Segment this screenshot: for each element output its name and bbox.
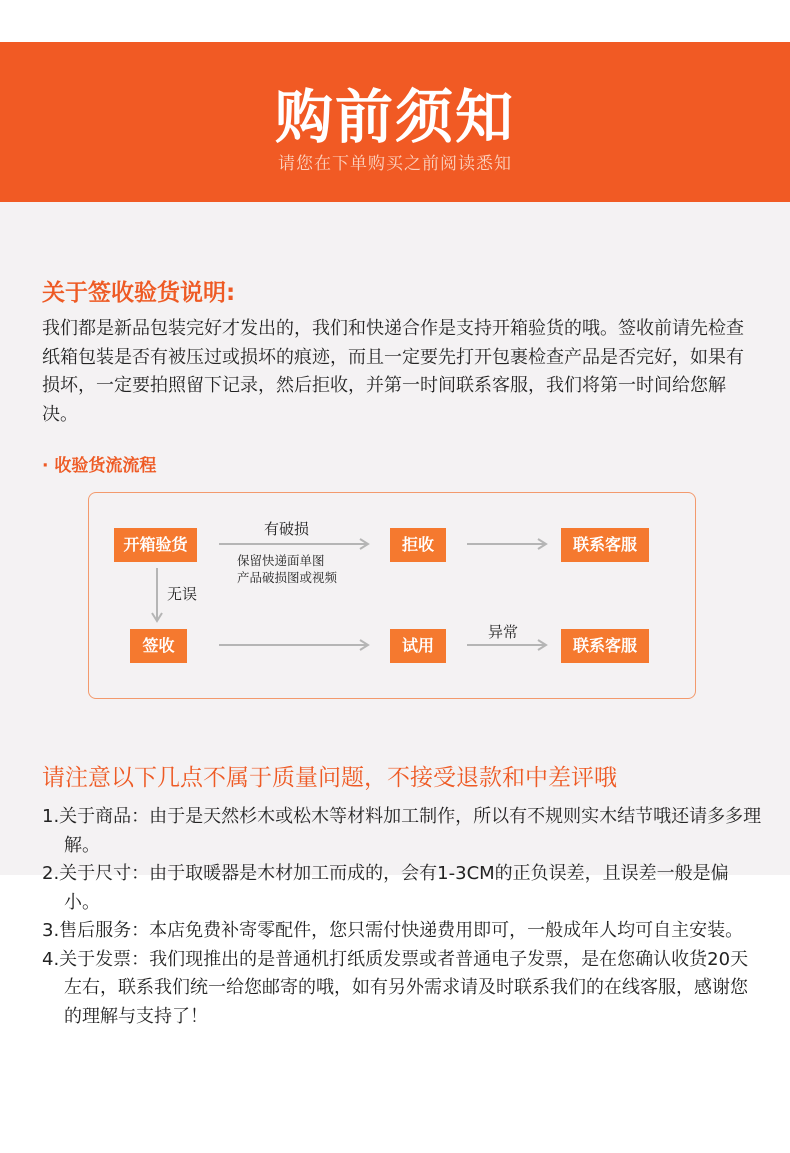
no-error-label: 无误 xyxy=(167,585,198,603)
inspection-heading: 关于签收验货说明: xyxy=(42,280,236,306)
damaged-label: 有破损 xyxy=(264,520,310,538)
flow-diagram xyxy=(88,492,696,699)
quality-notes-list xyxy=(42,803,762,1031)
quality-note-4: 4.关于发票：我们现推出的是普通机打纸质发票或者普通电子发票，是在您确认收货20天左右，联系我们统一给您邮寄的哦，如有另外需求请及时联系我们的在线客服，感谢您的理解与支持了！ xyxy=(42,948,749,1027)
top-margin xyxy=(0,0,790,42)
sign-step: 签收 xyxy=(130,629,187,663)
arrow-down-to-sign xyxy=(150,566,164,628)
abnormal-label: 异常 xyxy=(488,623,519,641)
arrow-to-reject xyxy=(217,537,377,551)
arrow-to-contact-2 xyxy=(465,638,555,652)
arrow-to-trial xyxy=(217,638,377,652)
page-title: 购前须知 xyxy=(274,83,515,151)
page-subtitle: 请您在下单购买之前阅读悉知 xyxy=(278,154,512,174)
quality-note-3: 3.售后服务：本店免费补寄零配件，您只需付快递费用即可，一般成年人均可自主安装。 xyxy=(42,920,744,941)
trial-step: 试用 xyxy=(390,629,446,663)
contact-cs-step-2: 联系客服 xyxy=(561,629,649,663)
open-box-step: 开箱验货 xyxy=(114,528,197,562)
reject-step: 拒收 xyxy=(390,528,446,562)
quality-heading: 请注意以下几点不属于质量问题，不接受退款和中差评哦 xyxy=(42,765,617,791)
inspection-body: 我们都是新品包装完好才发出的，我们和快递合作是支持开箱验货的哦。签收前请先检查纸箱包装是否有被压过或损坏的痕迹，而且一定要先打开包裹检查产品是否完好，如果有损坏，一定要拍照留下记录，然后拒收，并第一时间联系客服，我们将第一时间给您解决。 xyxy=(42,318,744,425)
evidence-line-1: 保留快递面单图 xyxy=(237,553,325,568)
quality-note-2: 2.关于尺寸：由于取暖器是木材加工而成的，会有1-3CM的正负误差，且误差一般是偏小。 xyxy=(42,863,729,913)
quality-note-1: 1.关于商品：由于是天然杉木或松木等材料加工制作，所以有不规则实木结节哦还请多多理解。 xyxy=(42,806,762,856)
flow-label: · 收验货流流程 xyxy=(42,456,157,476)
arrow-to-contact-1 xyxy=(465,537,555,551)
contact-cs-step-1: 联系客服 xyxy=(561,528,649,562)
header-banner xyxy=(0,42,790,202)
evidence-line-2: 产品破损图或视频 xyxy=(237,570,338,585)
